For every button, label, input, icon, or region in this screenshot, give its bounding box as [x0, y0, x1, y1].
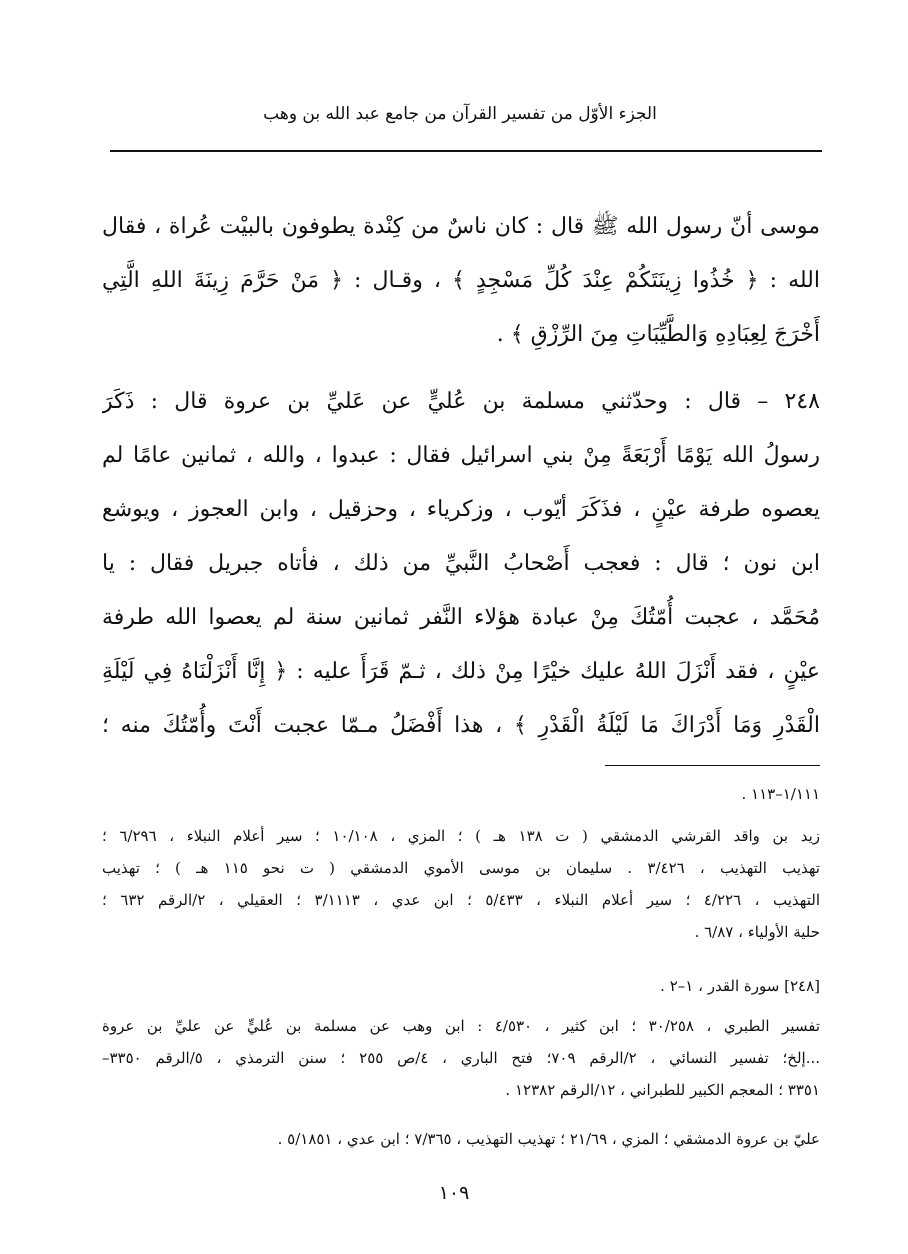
- running-header: الجزء الأوّل من تفسير القرآن من جامع عبد الله بن وهب: [263, 104, 657, 124]
- text-line: الله : ﴿ خُذُوا زِينَتَكُمْ عِنْدَ كُلِّ مَسْجِدٍ ﴾ ، وقـال : ﴿ مَنْ حَرَّمَ زِينَةَ اللهِ الَّتِي: [102, 268, 820, 293]
- text-line: عيْنٍ ، فقد أَنْزَلَ اللهُ عليك خيْرًا مِنْ ذلك ، ثـمّ قَرَأَ عليه : ﴿ إِنَّا أَنْزَلْنَاهُ فِي لَيْلَةِ: [102, 659, 820, 684]
- page-number: ١٠٩: [438, 1182, 470, 1204]
- footnote-2: [102, 820, 820, 948]
- text-line: أَخْرَجَ لِعِبَادِهِ وَالطَّيِّبَاتِ مِنَ الرِّزْقِ ﴾ .: [496, 322, 820, 347]
- text-line: ٢٤٨ – قال : وحدّثني مسلمة بن عُليٍّ عن عَليِّ بن عروة قال : ذَكَرَ: [102, 389, 820, 414]
- paragraph-248: [102, 375, 820, 753]
- footnote-1: [102, 778, 820, 810]
- text-line: رسولُ الله يَوْمًا أَرْبَعَةً مِنْ بني اسرائيل فقال : عبدوا ، والله ، ثمانين عامًا لم: [102, 443, 820, 468]
- footnote-line: زيد بن واقد القرشي الدمشقي ( ت ١٣٨ هـ ) ؛ المزي ، ١٠/١٠٨ ؛ سير أعلام النبلاء ، ٦/٢٩٦ ؛: [102, 827, 820, 845]
- footnote-line: حلية الأولياء ، ٦/٨٧ .: [694, 923, 820, 941]
- footnote-line: [٢٤٨] سورة القدر ، ١–٢ .: [660, 977, 820, 995]
- footnote-line: تهذيب التهذيب ، ٣/٤٢٦ . سليمان بن موسى الأموي الدمشقي ( ت نحو ١١٥ هـ ) ؛ تهذيب: [102, 859, 820, 877]
- footnote-line: ...إلخ؛ تفسير النسائي ، ٢/الرقم ٧٠٩؛ فتح الباري ، ٤/ص ٢٥٥ ؛ سنن الترمذي ، ٥/الرقم ٣٣٥٠–: [102, 1049, 820, 1067]
- text-line: الْقَدْرِ وَمَا أَدْرَاكَ مَا لَيْلَةُ الْقَدْرِ ﴾ ، هذا أَفْضَلُ مـمّا عجبت أَنْتَ وأُمّتُكَ منه ؛: [102, 713, 820, 738]
- footnote-sources: [102, 1010, 820, 1106]
- text-line: يعصوه طرفة عيْنٍ ، فذَكَرَ أيّوب ، وزكرياء ، وحزقيل ، وابن العجوز ، ويوشع: [102, 497, 820, 522]
- footnote-narrator: [102, 1123, 820, 1155]
- footnote-line: ١/١١١–١١٣ .: [741, 785, 820, 803]
- text-line: ابن نون ؛ قال : فعجب أَصْحابُ النَّبيِّ من ذلك ، فأتاه جبريل فقال : يا: [102, 551, 820, 576]
- paragraph-1: [102, 200, 820, 362]
- footnote-line: تفسير الطبري ، ٣٠/٢٥٨ ؛ ابن كثير ، ٤/٥٣٠ : ابن وهب عن مسلمة بن عُليٍّ عن عليِّ بن عروة: [102, 1017, 820, 1035]
- footnote-divider: [605, 765, 820, 766]
- footnote-248: [102, 970, 820, 1002]
- header-divider: [110, 150, 822, 152]
- footnote-line: عليّ بن عروة الدمشقي ؛ المزي ، ٢١/٦٩ ؛ تهذيب التهذيب ، ٧/٣٦٥ ؛ ابن عدي ، ٥/١٨٥١ .: [277, 1130, 820, 1148]
- footnote-line: ٣٣٥١ ؛ المعجم الكبير للطبراني ، ١٢/الرقم ١٢٣٨٢ .: [505, 1081, 820, 1099]
- footnote-line: التهذيب ، ٤/٢٢٦ ؛ سير أعلام النبلاء ، ٥/٤٣٣ ؛ ابن عدي ، ٣/١١١٣ ؛ العقيلي ، ٢/الرقم ٦٣٢ ؛: [102, 891, 820, 909]
- text-line: مُحَمَّد ، عجبت أُمّتُكَ مِنْ عبادة هؤلاء النَّفر ثمانين سنة لم يعصوا الله طرفة: [102, 605, 820, 630]
- text-line: موسى أنّ رسول الله ﷺ قال : كان ناسٌ من كِنْدة يطوفون بالبيْت عُراة ، فقال: [102, 214, 820, 239]
